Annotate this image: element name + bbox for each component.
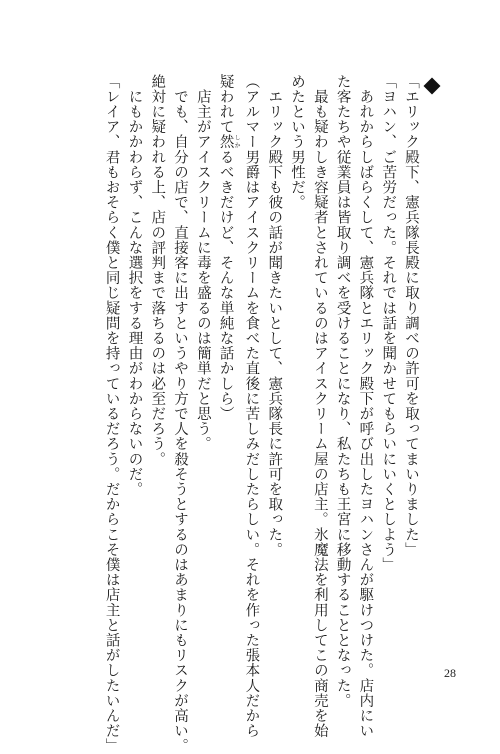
text-line: 最も疑わしき容疑者とされているのはアイスクリーム屋の店主。氷魔法を利用してこの商売を始 (311, 74, 328, 739)
text-line: エリック殿下も彼の話が聞きたいとして、憲兵隊長に許可を取った。 (266, 74, 283, 558)
text-line: あれからしばらくして、憲兵隊とエリック殿下が呼び出したヨハンさんが駆けつけた。店内にい (357, 74, 374, 739)
ruby-line-before: 疑われて (217, 74, 234, 135)
text-line-with-ruby (214, 74, 240, 674)
text-line: 「エリック殿下、憲兵隊長殿に取り調べの許可を取ってまいりました」 (403, 74, 419, 558)
text-line: た客たちや従業員は皆取り調べを受けることになり、私たちも王宮に移動することとなった。 (334, 74, 351, 709)
ruby-base: 然 (217, 134, 234, 150)
text-line: 絶対に疑われる上、店の評判まで落ちるのは必至だろう。 (149, 74, 166, 467)
ruby-reading: しか (233, 134, 241, 150)
text-line: でも、自分の店で、直接客に出すというやり方で人を殺そうとするのはあまりにもリスクが高い。 (172, 74, 189, 754)
text-line: にもかかわらず、こんな選択をする理由がわからないのだ。 (126, 74, 143, 497)
text-line: （アルマー男爵はアイスクリームを食べた直後に苦しみだしたらしい。それを作った張本人だから (243, 74, 260, 739)
text-line: 「レイア、君もおそらく僕と同じ疑問を持っているだろう。だからこそ僕は店主と話がしたいんだ」 (103, 74, 120, 754)
ruby-annotation (217, 134, 241, 150)
page-number: 28 (444, 666, 456, 680)
text-line: 店主がアイスクリームに毒を盛るのは簡単だと思う。 (194, 74, 211, 452)
text-line: 「ヨハン、ご苦労だった。それでは話を聞かせてもらいにいくとしよう」 (380, 74, 397, 573)
section-diamond-icon (424, 78, 441, 95)
text-line: めたという男性だ。 (289, 74, 306, 210)
vertical-text-body (100, 74, 422, 754)
ruby-line-after: るべきだけど、そんな単純な話かしら） (217, 149, 234, 422)
